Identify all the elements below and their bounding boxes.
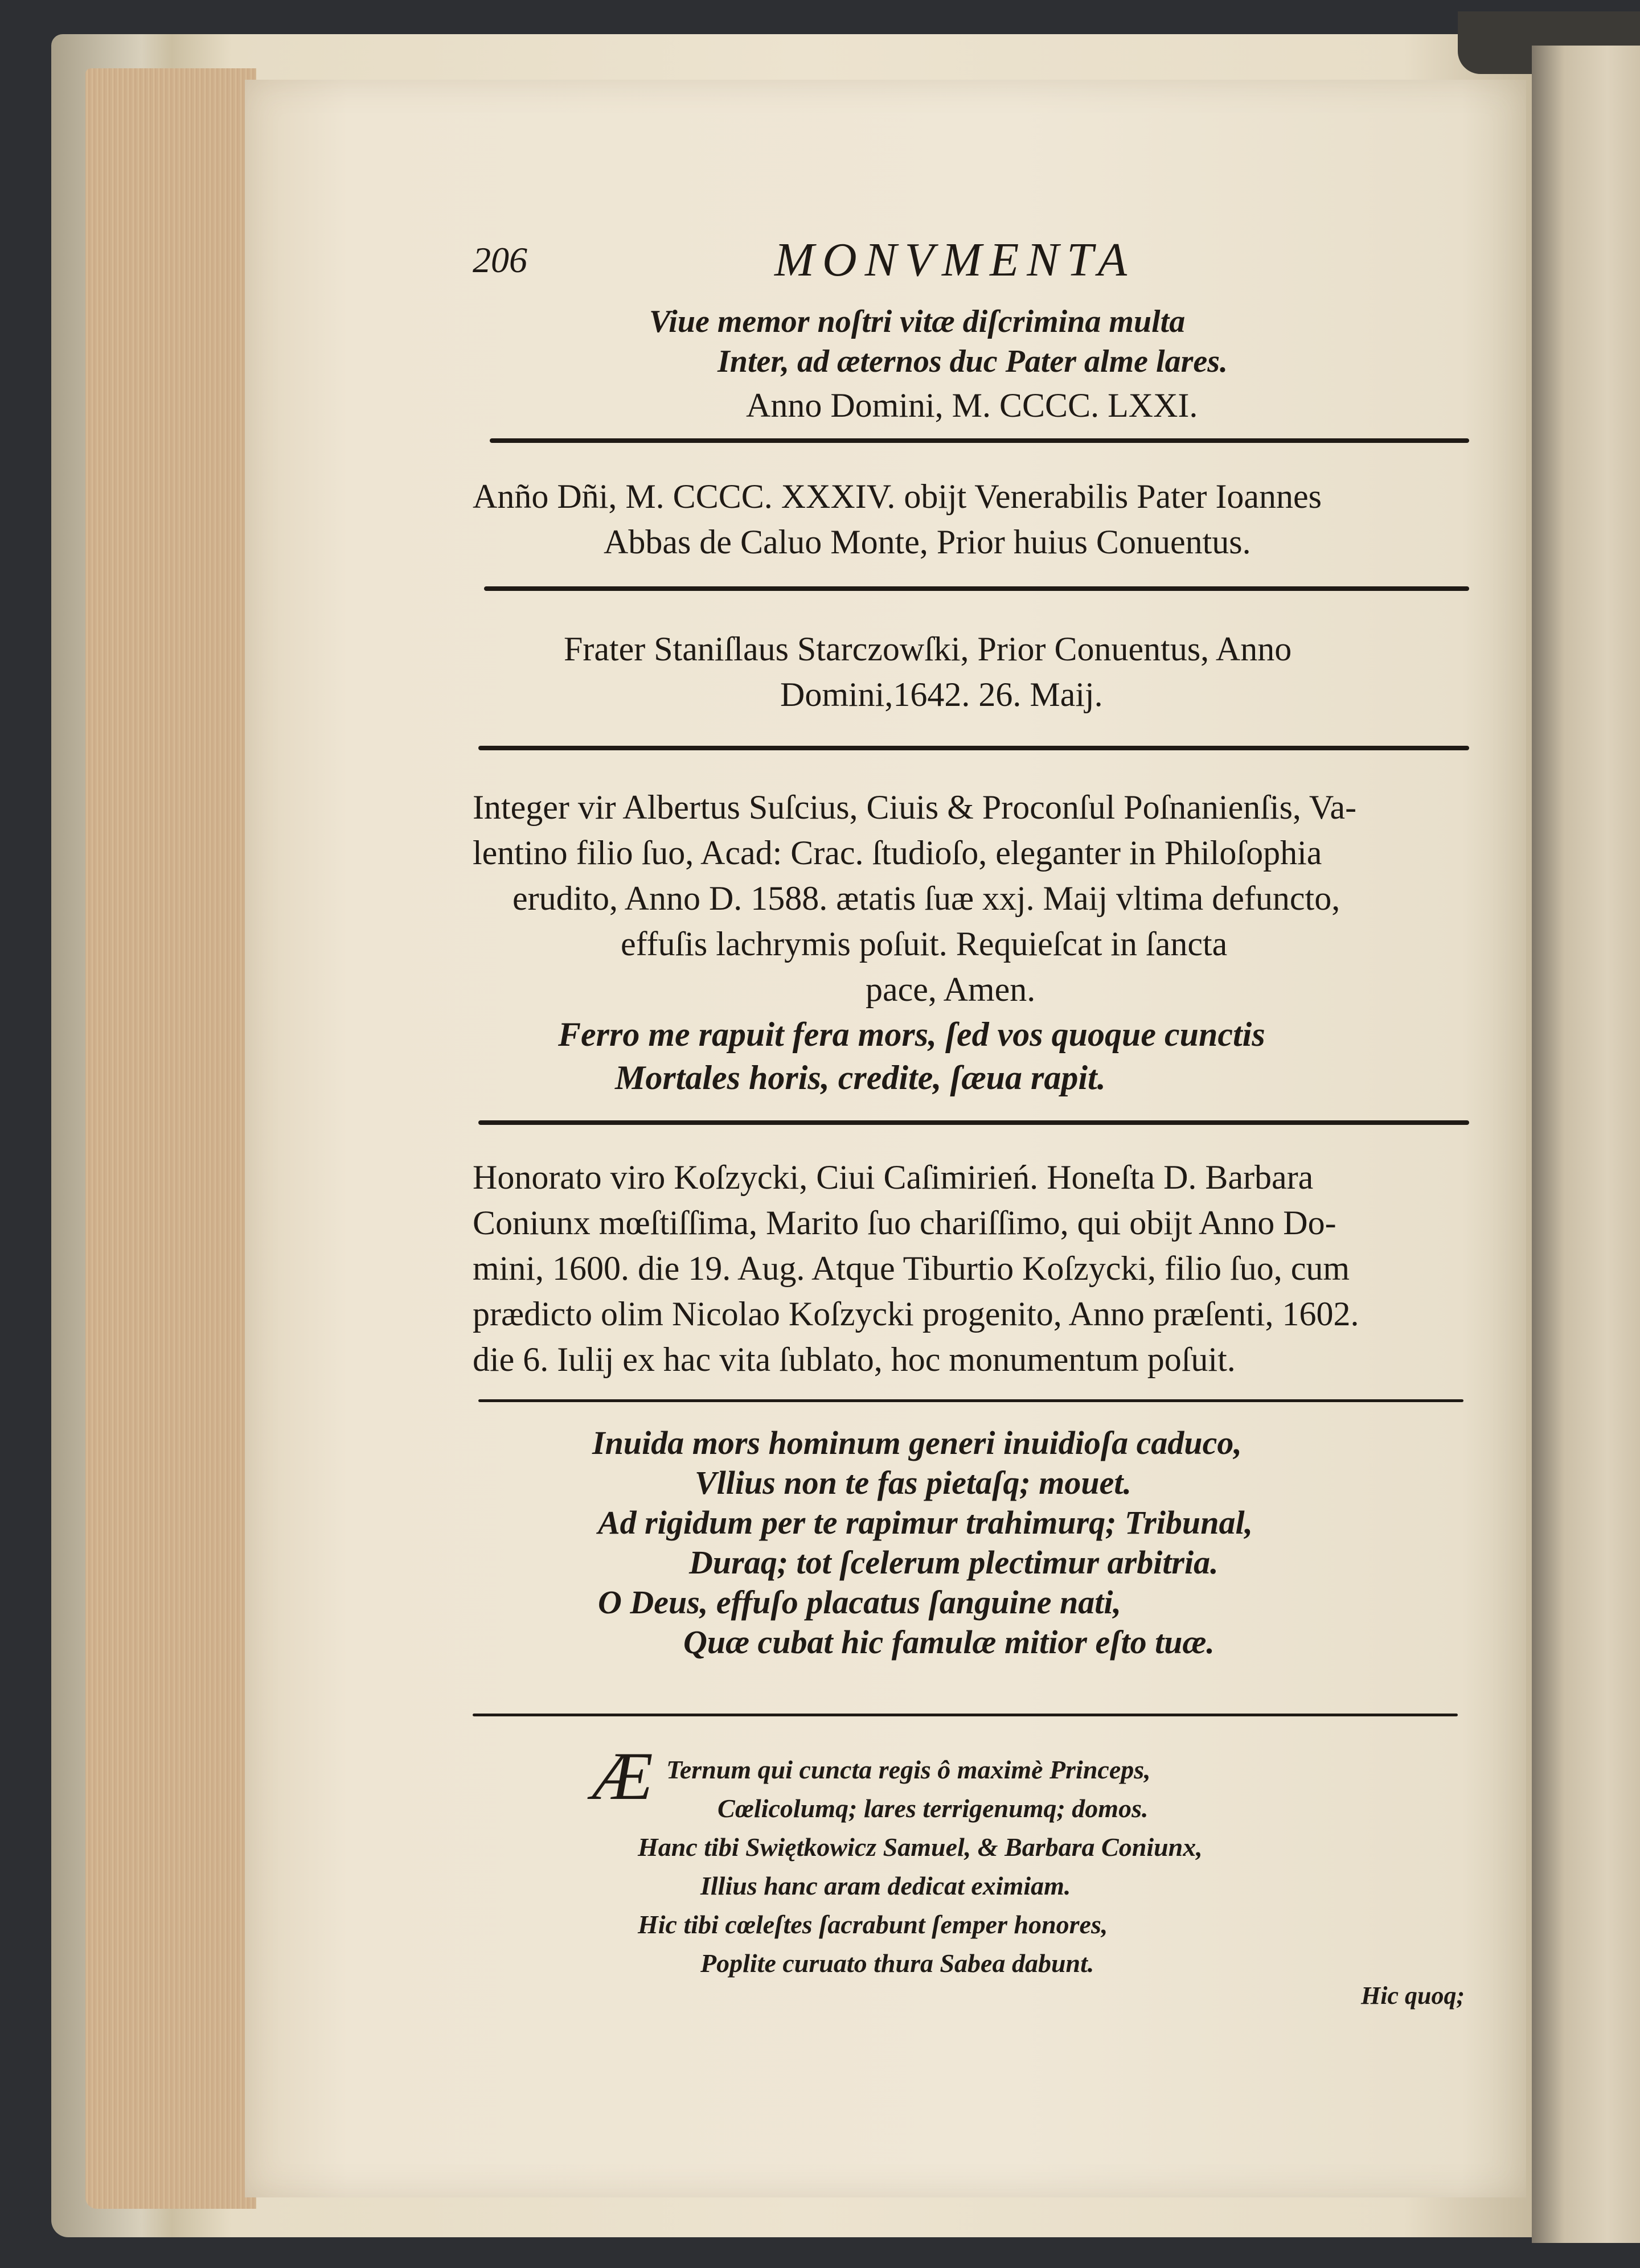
epitaph-4-line-2: lentino filio ſuo, Acad: Crac. ſtudioſo, eleganter in Philoſophia	[473, 834, 1322, 872]
epitaph-5-verse-line-3: Ad rigidum per te rapimur trahimurq; Tribunal,	[598, 1504, 1253, 1541]
epitaph-6-verse-line-5: Hic tibi cœleſtes ſacrabunt ſemper honores,	[638, 1910, 1108, 1939]
epitaph-5-verse-line-4: Duraq; tot ſcelerum plectimur arbitria.	[689, 1544, 1219, 1581]
epitaph-4-line-3: erudito, Anno D. 1588. ætatis ſuæ xxj. Maij vltima defuncto,	[512, 880, 1340, 917]
epitaph-3-line-1: Frater Staniſlaus Starczowſki, Prior Conuentus, Anno	[564, 630, 1292, 668]
epitaph-5-verse-line-1: Inuida mors hominum generi inuidioſa caduco,	[592, 1424, 1242, 1461]
epitaph-1-verse-line-2: Inter, ad æternos duc Pater alme lares.	[718, 344, 1228, 379]
page-stack-edge	[85, 68, 256, 2209]
epitaph-5-line-4: prædicto olim Nicolao Koſzycki progenito, Anno præſenti, 1602.	[473, 1295, 1359, 1333]
epitaph-1-verse-line-1: Viue memor noſtri vitæ diſcrimina multa	[649, 304, 1186, 339]
epitaph-5-line-2: Coniunx mœſtiſſima, Marito ſuo chariſſimo, qui obijt Anno Do-	[473, 1204, 1336, 1242]
divider-rule	[478, 746, 1469, 750]
epitaph-6-verse-line-4: Illius hanc aram dedicat eximiam.	[700, 1871, 1071, 1900]
divider-rule	[490, 438, 1469, 443]
divider-rule	[478, 1399, 1463, 1402]
divider-rule	[484, 586, 1469, 591]
catchword: Hic quoq;	[1361, 1982, 1465, 2010]
epitaph-6-verse-line-3: Hanc tibi Swiętkowicz Samuel, & Barbara Coniunx,	[638, 1833, 1203, 1862]
epitaph-5-line-3: mini, 1600. die 19. Aug. Atque Tiburtio Koſzycki, filio ſuo, cum	[473, 1250, 1350, 1287]
epitaph-2-line-1: Anño Dñi, M. CCCC. XXXIV. obijt Venerabilis Pater Ioannes	[473, 478, 1322, 515]
epitaph-4-line-1: Integer vir Albertus Suſcius, Ciuis & Proconſul Poſnanienſis, Va-	[473, 788, 1357, 826]
running-title: MONVMENTA	[774, 233, 1135, 286]
divider-rule	[473, 1714, 1458, 1716]
epitaph-4-verse-line-2: Mortales horis, credite, ſæua rapit.	[615, 1059, 1106, 1096]
epitaph-4-line-4: effuſis lachrymis poſuit. Requieſcat in ſancta	[621, 925, 1228, 963]
page-number: 206	[473, 240, 527, 280]
epitaph-1-date: Anno Domini, M. CCCC. LXXI.	[746, 387, 1198, 424]
divider-rule	[478, 1120, 1469, 1125]
epitaph-5-line-1: Honorato viro Koſzycki, Ciui Caſimirień. Honeſta D. Barbara	[473, 1158, 1314, 1196]
epitaph-5-verse-line-5: O Deus, effuſo placatus ſanguine nati,	[598, 1584, 1121, 1621]
epitaph-4-line-5: pace, Amen.	[866, 971, 1036, 1008]
epitaph-6-verse-line-6: Poplite curuato thura Sabea dabunt.	[700, 1949, 1094, 1978]
epitaph-6-verse-line-2: Cœlicolumq; lares terrigenumq; domos.	[718, 1794, 1149, 1823]
facing-page-edge	[1532, 46, 1640, 2243]
epitaph-3-line-2: Domini,1642. 26. Maij.	[780, 676, 1103, 713]
epitaph-4-verse-line-1: Ferro me rapuit fera mors, ſed vos quoque cunctis	[558, 1016, 1265, 1053]
epitaph-5-line-5: die 6. Iulij ex hac vita ſublato, hoc monumentum poſuit.	[473, 1341, 1236, 1378]
epitaph-2-line-2: Abbas de Caluo Monte, Prior huius Conuentus.	[604, 523, 1251, 561]
epitaph-5-verse-line-2: Vllius non te fas pietaſq; mouet.	[695, 1464, 1131, 1501]
epitaph-5-verse-line-6: Quæ cubat hic famulæ mitior eſto tuæ.	[683, 1624, 1215, 1661]
epitaph-6-verse-line-1: Ternum qui cuncta regis ô maximè Princeps,	[666, 1755, 1151, 1784]
epitaph-6-initial: Æ	[592, 1738, 653, 1814]
